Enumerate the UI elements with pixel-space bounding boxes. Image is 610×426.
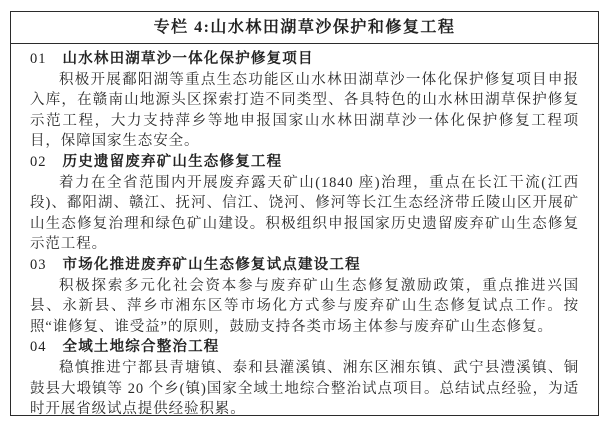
column-box [10, 11, 599, 416]
item-heading: 历史遗留废弃矿山生态修复工程 [62, 153, 283, 170]
item-paragraph: 积极开展鄱阳湖等重点生态功能区山水林田湖草沙一体化保护修复项目申报入库，在赣南山地源头区探索打造不同类型、各具特色的山水林田湖草保护修复示范工程，大力支持萍乡等地申报国家山水林田湖草沙一体化保护修复工程项目，保障国家生态安全。 [30, 71, 579, 150]
column-body [11, 44, 598, 420]
item-heading: 市场化推进废弃矿山生态修复试点建设工程 [62, 256, 361, 273]
item-number: 02 [30, 153, 47, 170]
item-number: 03 [30, 256, 47, 273]
list-item [30, 255, 579, 337]
list-item [30, 337, 579, 419]
item-heading-row [30, 49, 579, 70]
item-heading: 山水林田湖草沙一体化保护修复项目 [62, 51, 314, 67]
column-title: 专栏 4:山水林田湖草沙保护和修复工程 [11, 12, 598, 44]
item-paragraph: 积极探索多元化社会资本参与废弃矿山生态修复激励政策，重点推进兴国县、永新县、萍乡市湘东区等市场化方式参与废弃矿山生态修复试点工作。按照“谁修复、谁受益”的原则，鼓励支持各类市场主体参与废弃矿山生态修复。 [30, 277, 579, 335]
item-heading-row [30, 152, 579, 173]
item-number: 01 [30, 51, 47, 67]
item-heading-row [30, 337, 579, 358]
item-paragraph: 着力在全省范围内开展废弃露天矿山(1840 座)治理，重点在长江干流(江西段)、鄱阳湖、赣江、抚河、信江、饶河、修河等长江生态经济带丘陵山区开展矿山生态修复治理和绿色矿山建设。积极组织申报国家历史遗留废弃矿山生态修复示范工程。 [30, 174, 579, 253]
item-number: 04 [30, 339, 47, 356]
item-heading: 全域土地综合整治工程 [62, 339, 220, 356]
list-item [30, 152, 579, 255]
list-item [30, 49, 579, 152]
item-paragraph: 稳慎推进宁都县青塘镇、泰和县灌溪镇、湘东区湘东镇、武宁县澧溪镇、铜鼓县大塅镇等 20 个乡(镇)国家全域土地综合整治试点项目。总结试点经验，为适时开展省级试点提供经验积累。 [30, 359, 579, 418]
item-heading-row [30, 255, 579, 276]
